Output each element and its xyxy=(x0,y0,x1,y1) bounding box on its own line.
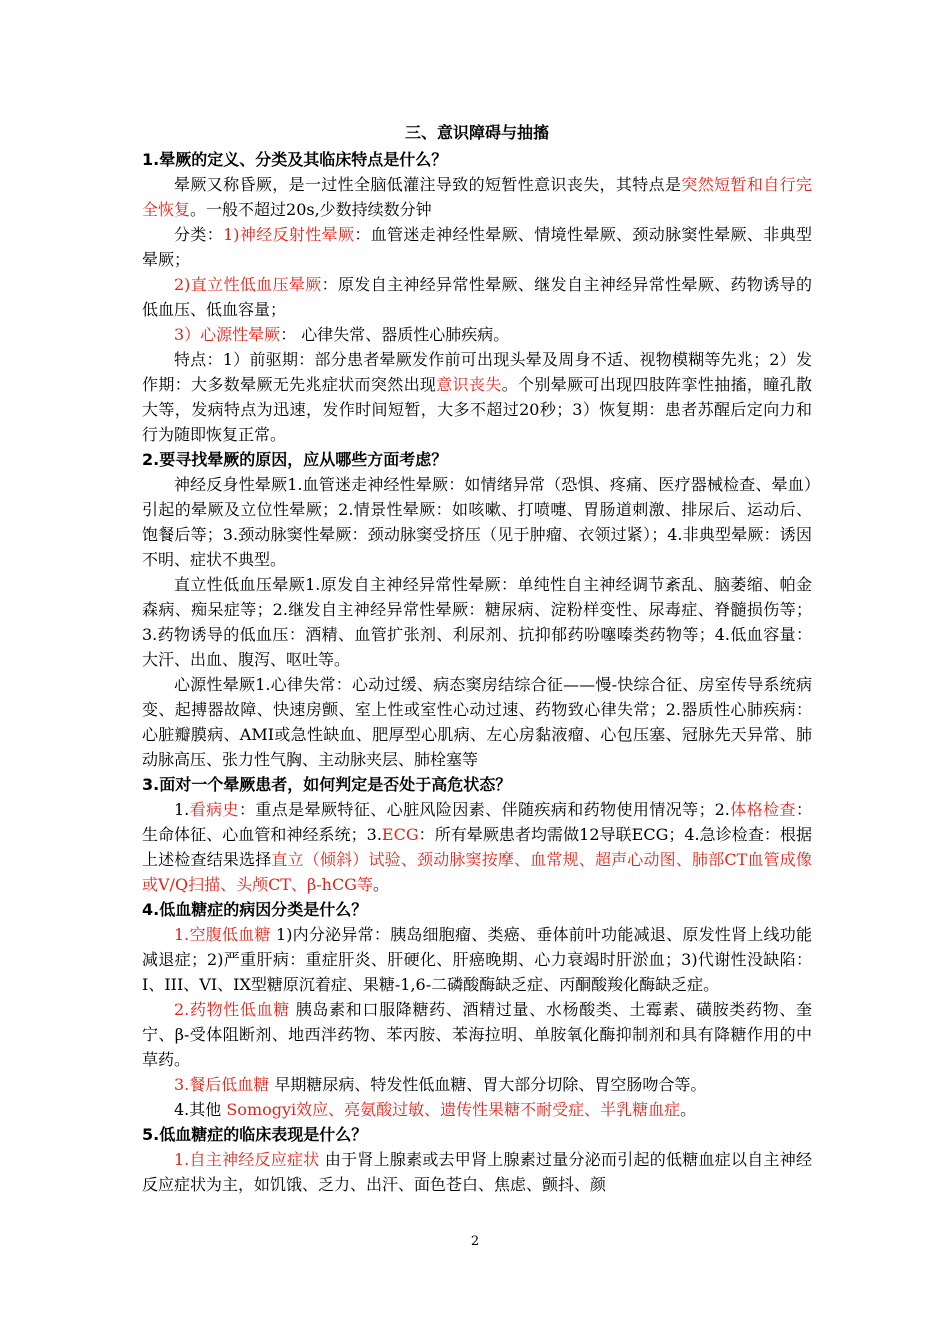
section-paragraph xyxy=(142,922,812,997)
section-heading: 4.低血糖症的病因分类是什么？ xyxy=(142,900,368,919)
body-text: 。 xyxy=(680,1100,697,1119)
highlighted-text: 3.餐后低血糖 xyxy=(174,1075,270,1094)
document-body xyxy=(142,120,812,1197)
body-text: 早期糖尿病、特发性低血糖、胃大部分切除、胃空肠吻合等。 xyxy=(269,1075,707,1094)
section-heading: 3.面对一个晕厥患者，如何判定是否处于高危状态？ xyxy=(142,775,512,794)
body-text: 。个别晕厥可出现四肢阵挛性抽搐，瞳孔散大等，发病特点为迅速，发作时间短暂，大多不超过20秒；3）恢复期：患者苏醒后定向力和行为随即恢复正常。 xyxy=(142,375,812,444)
body-text: 分类： xyxy=(174,225,224,244)
body-text: 心源性晕厥1.心律失常：心动过缓、病态窦房结综合征——慢-快综合征、房室传导系统病变、起搏器故障、快速房颤、室上性或室性心动过速、药物致心律失常；2.器质性心肺疾病：心脏瓣膜病、AMI或急性缺血、肥厚型心肌病、左心房黏液瘤、心包压塞、冠脉先天异常、肺动脉高压、张力性气胸、主动脉夹层、肺栓塞等 xyxy=(142,675,812,769)
body-text: ：重点是晕厥特征、心脏风险因素、伴随疾病和药物使用情况等；2. xyxy=(238,800,730,819)
highlighted-text: 3）心源性晕厥 xyxy=(174,325,281,344)
highlighted-text: 2)直立性低血压晕厥 xyxy=(174,275,322,294)
body-text: 胰岛素和口服降糖药、酒精过量、水杨酸类、土霉素、磺胺类药物、奎宁、β-受体阻断剂、地西泮药物、苯丙胺、苯海拉明、单胺氧化酶抑制剂和具有降糖作用的中草药。 xyxy=(142,1000,812,1069)
highlighted-text: Somogyi效应、亮氨酸过敏、遗传性果糖不耐受症、半乳糖血症 xyxy=(226,1100,681,1119)
body-text: ：所有晕厥患者均需做12导联ECG；4.急诊检查：根据上述检查结果选择 xyxy=(142,825,812,869)
body-text: 由于肾上腺素或去甲肾上腺素过量分泌而引起的低糖血症以自主神经反应症状为主，如饥饿、乏力、出汗、面色苍白、焦虑、颤抖、颜 xyxy=(142,1150,812,1194)
section-paragraph xyxy=(142,997,812,1072)
body-text: 1)内分泌异常：胰岛细胞瘤、类癌、垂体前叶功能减退、原发性肾上线功能减退症；2)严重肝病：重症肝炎、肝硬化、肝癌晚期、心力衰竭时肝淤血；3)代谢性没缺陷：I、III、VI、IX型糖原沉着症、果糖-1,6-二磷酸酶缺乏症、丙酮酸羧化酶缺乏症。 xyxy=(142,925,812,994)
body-text: ：血管迷走神经性晕厥、情境性晕厥、颈动脉窦性晕厥、非典型晕厥； xyxy=(142,225,812,269)
highlighted-text: 1.空腹低血糖 xyxy=(174,925,271,944)
section-paragraph xyxy=(142,272,812,322)
section-paragraph xyxy=(142,472,812,572)
body-text: 直立性低血压晕厥1.原发自主神经异常性晕厥：单纯性自主神经调节紊乱、脑萎缩、帕金森病、痴呆症等；2.继发自主神经异常性晕厥：糖尿病、淀粉样变性、尿毒症、脊髓损伤等；3.药物诱导的低血压：酒精、血管扩张剂、利尿剂、抗抑郁药吩噻嗪类药物等；4.低血容量：大汗、出血、腹泻、呕吐等。 xyxy=(142,575,812,669)
body-text: ： 心律失常、器质性心肺疾病。 xyxy=(280,325,510,344)
highlighted-text: 1.自主神经反应症状 xyxy=(174,1150,320,1169)
sections-container xyxy=(142,147,812,1197)
section-paragraph xyxy=(142,1072,812,1097)
highlighted-text: 看病史 xyxy=(189,800,239,819)
section-paragraph xyxy=(142,797,812,897)
highlighted-text: 2.药物性低血糖 xyxy=(174,1000,290,1019)
section-heading: 1.晕厥的定义、分类及其临床特点是什么？ xyxy=(142,150,448,169)
section-paragraph xyxy=(142,322,812,347)
body-text: ：生命体征、心血管和神经系统；3. xyxy=(142,800,812,844)
section-paragraph xyxy=(142,1097,812,1122)
body-text: 神经反身性晕厥1.血管迷走神经性晕厥：如情绪异常（恐惧、疼痛、医疗器械检查、晕血）引起的晕厥及立位性晕厥；2.情景性晕厥：如咳嗽、打喷嚏、胃肠道刺激、排尿后、运动后、饱餐后等；3.颈动脉窦性晕厥：颈动脉窦受挤压（见于肿瘤、衣领过紧）；4.非典型晕厥：诱因不明、症状不典型。 xyxy=(142,475,812,569)
body-text: 特点：1）前驱期：部分患者晕厥发作前可出现头晕及周身不适、视物模糊等先兆；2）发作期：大多数晕厥无先兆症状而突然出现 xyxy=(142,350,812,394)
body-text: 4.其他 xyxy=(174,1100,227,1119)
section-paragraph xyxy=(142,672,812,772)
body-text: 1. xyxy=(174,800,190,819)
body-text: 。一般不超过20s,少数持续数分钟 xyxy=(190,200,432,219)
highlighted-text: 体格检查 xyxy=(729,800,796,819)
body-text: 晕厥又称昏厥，是一过性全脑低灌注导致的短暂性意识丧失，其特点是 xyxy=(174,175,682,194)
highlighted-text: ECG xyxy=(381,825,419,844)
section-paragraph xyxy=(142,222,812,272)
section-heading: 5.低血糖症的临床表现是什么？ xyxy=(142,1125,368,1144)
section-paragraph xyxy=(142,347,812,447)
section-paragraph xyxy=(142,172,812,222)
body-text: ：原发自主神经异常性晕厥、继发自主神经异常性晕厥、药物诱导的低血压、低血容量； xyxy=(142,275,812,319)
section-heading: 2.要寻找晕厥的原因，应从哪些方面考虑？ xyxy=(142,450,448,469)
highlighted-text: 突然短暂和自行完全恢复 xyxy=(142,175,812,219)
page-title: 三、意识障碍与抽搐 xyxy=(404,123,549,142)
highlighted-text: 意识丧失 xyxy=(436,375,502,394)
section-paragraph xyxy=(142,572,812,672)
highlighted-text: 1)神经反射性晕厥 xyxy=(223,225,355,244)
body-text: 。 xyxy=(372,875,389,894)
section-paragraph xyxy=(142,1147,812,1197)
page-number: 2 xyxy=(470,1234,480,1249)
highlighted-text: 直立（倾斜）试验、颈动脉窦按摩、血常规、超声心动图、肺部CT血管成像或V/Q扫描、头颅CT、β-hCG等 xyxy=(142,850,812,894)
